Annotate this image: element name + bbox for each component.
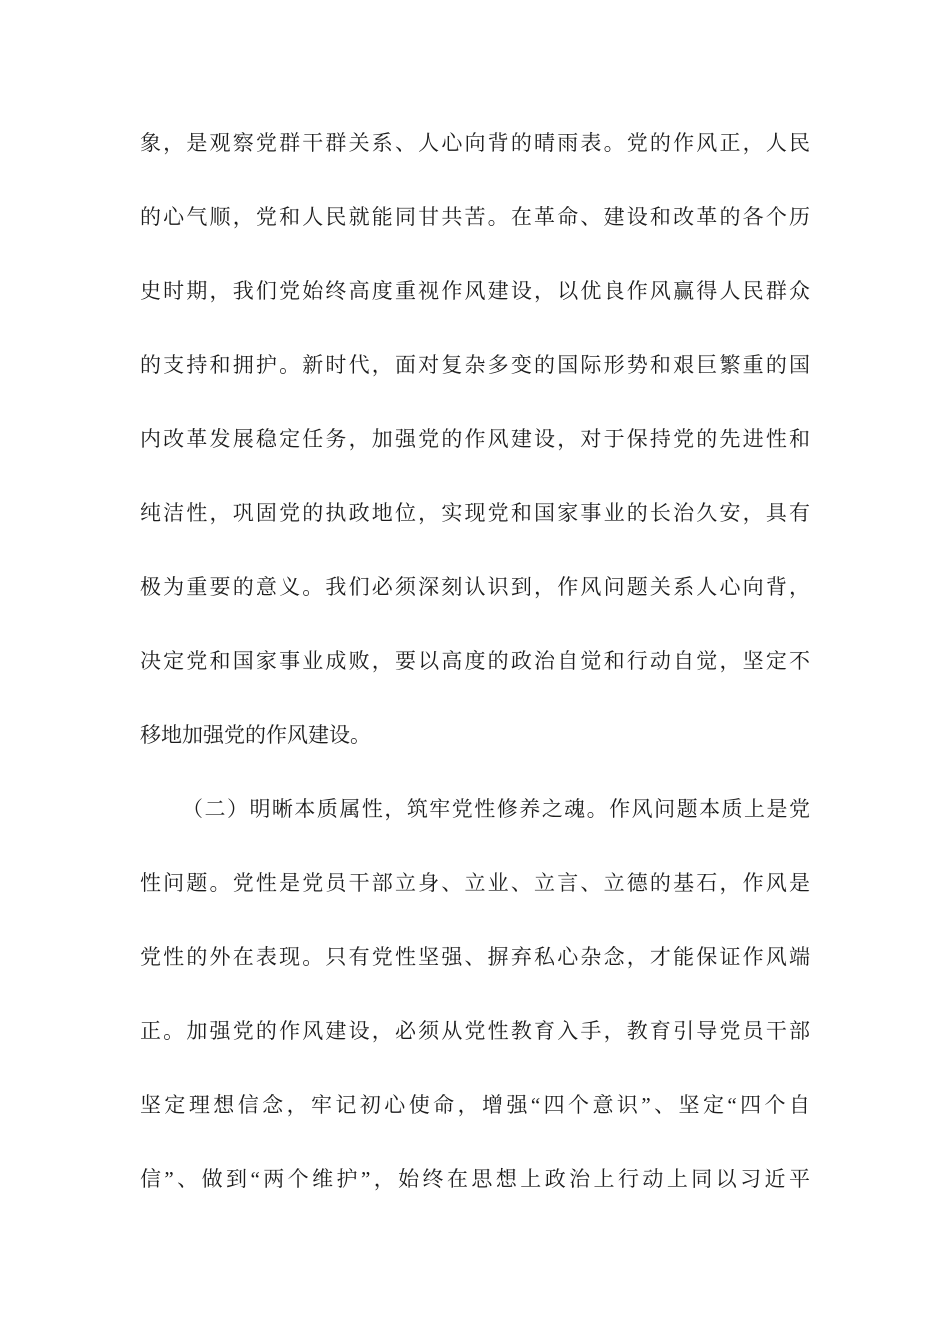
text-line: 内改革发展稳定任务，加强党的作风建设，对于保持党的先进性和 <box>140 427 810 451</box>
text-line: 纯洁性，巩固党的执政地位，实现党和国家事业的长治久安，具有 <box>140 501 810 525</box>
text-line: 移地加强党的作风建设。 <box>140 723 371 747</box>
text-line: 信”、做到“两个维护”，始终在思想上政治上行动上同以习近平 <box>140 1167 810 1191</box>
text-line: 决定党和国家事业成败，要以高度的政治自觉和行动自觉，坚定不 <box>140 649 810 673</box>
text-line: 象，是观察党群干群关系、人心向背的晴雨表。党的作风正，人民 <box>140 131 810 155</box>
document-body <box>140 106 810 1216</box>
text-line: 极为重要的意义。我们必须深刻认识到，作风问题关系人心向背， <box>140 575 810 599</box>
text-line: 正。加强党的作风建设，必须从党性教育入手，教育引导党员干部 <box>140 1019 810 1043</box>
text-line: （二）明晰本质属性，筑牢党性修养之魂。作风问题本质上是党 <box>182 797 810 821</box>
text-line: 的心气顺，党和人民就能同甘共苦。在革命、建设和改革的各个历 <box>140 205 810 229</box>
text-line: 党性的外在表现。只有党性坚强、摒弃私心杂念，才能保证作风端 <box>140 945 810 969</box>
text-line: 坚定理想信念，牢记初心使命，增强“四个意识”、坚定“四个自 <box>140 1093 810 1117</box>
text-line: 的支持和拥护。新时代，面对复杂多变的国际形势和艰巨繁重的国 <box>140 353 810 377</box>
text-line: 性问题。党性是党员干部立身、立业、立言、立德的基石，作风是 <box>140 871 810 895</box>
text-line: 史时期，我们党始终高度重视作风建设，以优良作风赢得人民群众 <box>140 279 810 303</box>
